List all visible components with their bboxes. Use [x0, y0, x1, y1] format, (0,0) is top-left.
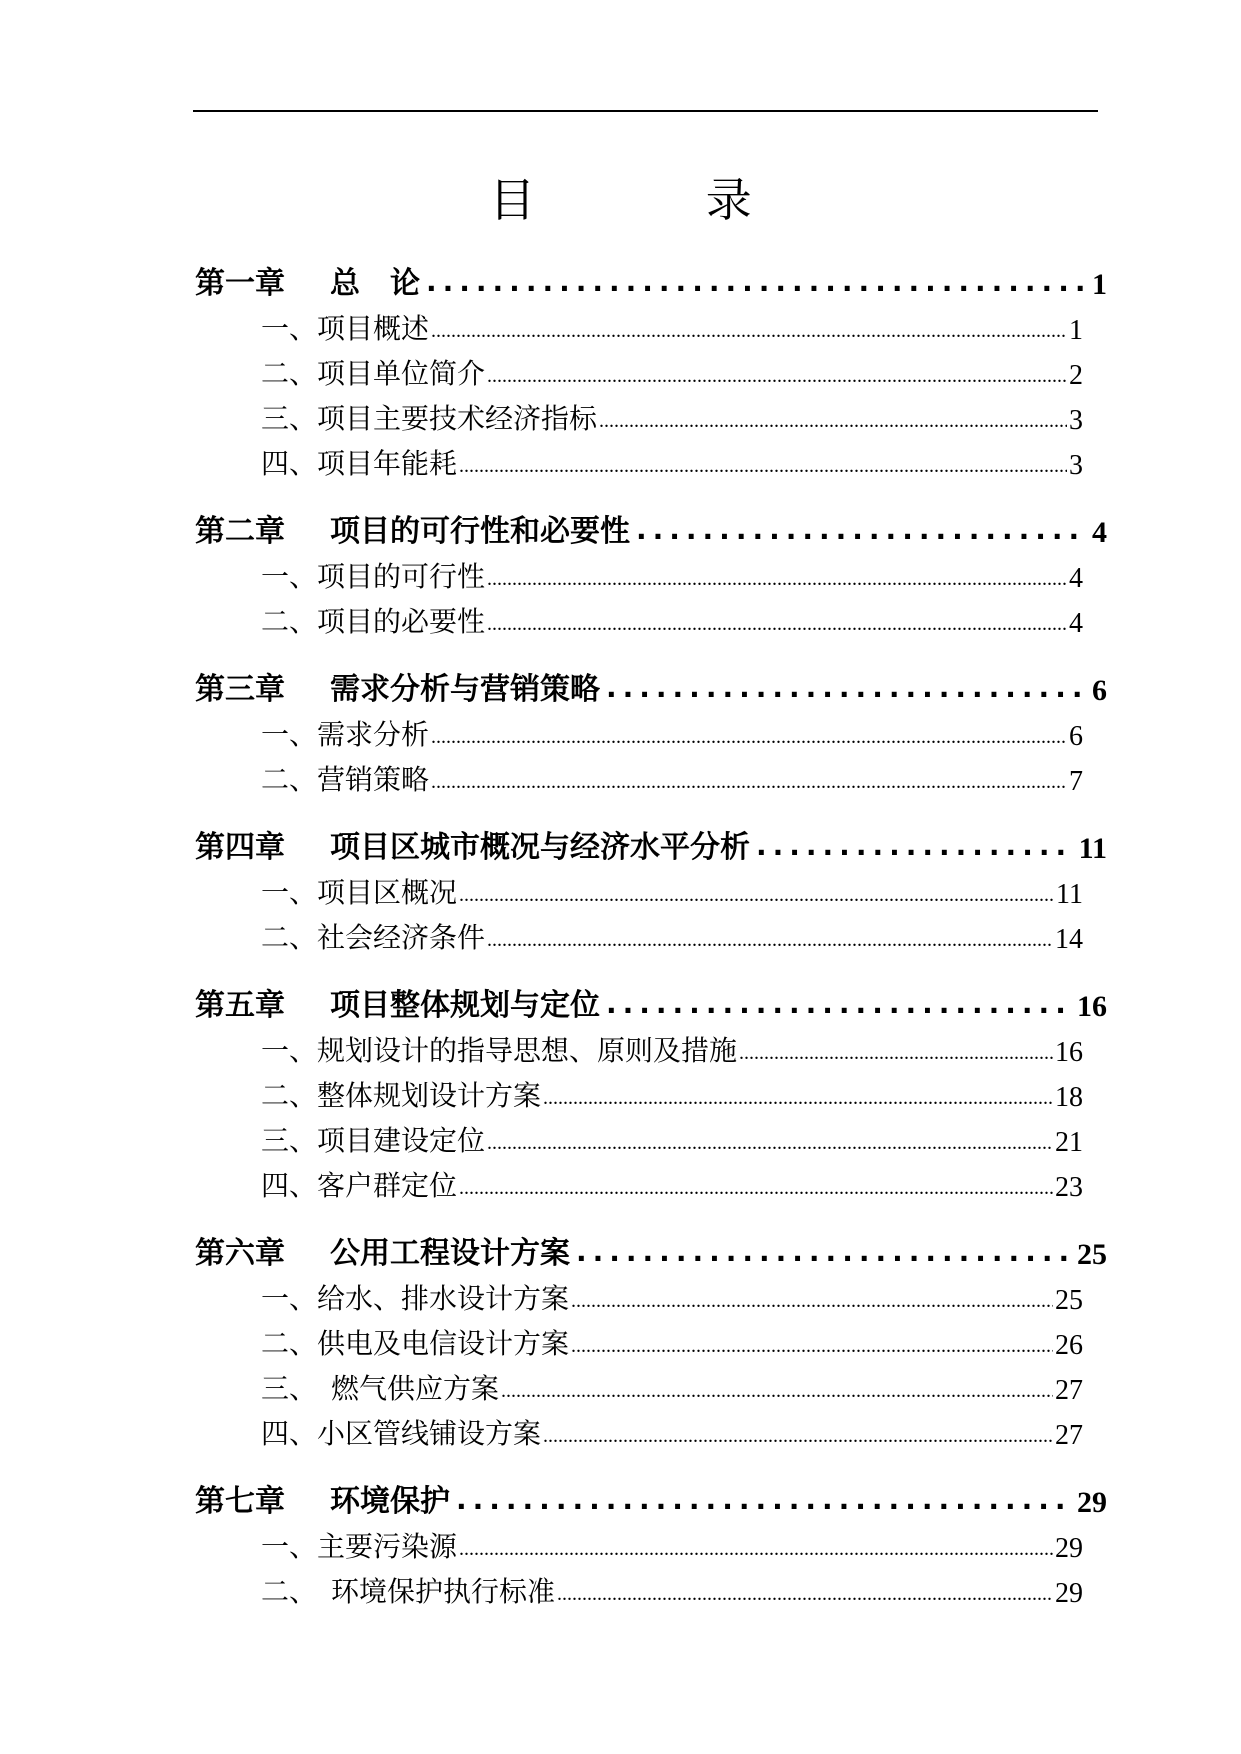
page-number: 21 [1055, 1127, 1083, 1158]
chapter-title: 项目区城市概况与经济水平分析 [330, 830, 750, 865]
page-number: 18 [1055, 1082, 1083, 1113]
toc-section[interactable] [195, 1069, 1107, 1114]
toc-section[interactable] [195, 753, 1107, 798]
page-number: 4 [1069, 608, 1083, 639]
page-number: 4 [1092, 516, 1107, 549]
page-number: 25 [1077, 1238, 1107, 1271]
section-title: 一、项目的可行性 [261, 560, 486, 593]
dot-leader [459, 1539, 1053, 1559]
dot-leader [431, 321, 1067, 341]
dot-leader [487, 366, 1067, 386]
page-number: 11 [1056, 879, 1083, 910]
toc-section[interactable] [195, 302, 1107, 347]
dot-leader [739, 1043, 1053, 1063]
section-title: 一、项目概述 [261, 312, 430, 345]
chapter-number: 第六章 [195, 1236, 285, 1271]
toc-section[interactable] [195, 550, 1107, 595]
page-number: 25 [1055, 1285, 1083, 1316]
section-title: 四、项目年能耗 [261, 447, 458, 480]
dot-leader [459, 885, 1054, 905]
dot-leader [487, 614, 1067, 634]
toc-section[interactable] [195, 437, 1107, 482]
dot-leader [543, 1088, 1053, 1108]
page-number: 27 [1055, 1375, 1083, 1406]
section-title: 一、给水、排水设计方案 [261, 1282, 570, 1315]
dot-leader [431, 727, 1067, 747]
toc-chapter[interactable] [195, 1220, 1107, 1272]
section-title: 二、营销策略 [261, 763, 430, 796]
page-number: 29 [1055, 1533, 1083, 1564]
dot-leader [756, 832, 1075, 860]
dot-leader [487, 569, 1067, 589]
toc-section[interactable] [195, 1024, 1107, 1069]
section-title: 三、项目主要技术经济指标 [261, 402, 598, 435]
page-number: 27 [1055, 1420, 1083, 1451]
dot-leader [571, 1336, 1053, 1356]
section-title: 一、规划设计的指导思想、原则及措施 [261, 1034, 738, 1067]
dot-leader [576, 1238, 1073, 1266]
page-number: 11 [1078, 832, 1107, 865]
toc-chapter[interactable] [195, 250, 1107, 302]
page-number: 6 [1069, 721, 1083, 752]
toc-chapter[interactable] [195, 498, 1107, 550]
section-title: 四、小区管线铺设方案 [261, 1417, 542, 1450]
page-number: 29 [1055, 1578, 1083, 1609]
page-number: 3 [1069, 450, 1083, 481]
dot-leader [456, 1486, 1073, 1514]
page-number: 23 [1055, 1172, 1083, 1203]
toc-chapter[interactable] [195, 1468, 1107, 1520]
dot-leader [636, 516, 1088, 544]
section-title: 四、客户群定位 [261, 1169, 458, 1202]
chapter-title: 项目整体规划与定位 [330, 988, 600, 1023]
dot-leader [487, 1133, 1053, 1153]
section-title: 二、项目的必要性 [261, 605, 486, 638]
toc-section[interactable] [195, 1520, 1107, 1565]
chapter-number: 第四章 [195, 830, 285, 865]
header-rule [193, 110, 1098, 112]
toc-section[interactable] [195, 1362, 1107, 1407]
toc-section[interactable] [195, 595, 1107, 640]
page-number: 3 [1069, 405, 1083, 436]
chapter-title: 环境保护 [330, 1484, 450, 1519]
section-title: 二、项目单位简介 [261, 357, 486, 390]
dot-leader [431, 772, 1067, 792]
section-title: 一、主要污染源 [261, 1530, 458, 1563]
toc-chapter[interactable] [195, 814, 1107, 866]
toc-section[interactable] [195, 392, 1107, 437]
toc-section[interactable] [195, 1159, 1107, 1204]
page-number: 1 [1069, 315, 1083, 346]
page-title: 目 录 [489, 173, 830, 227]
section-title: 三、项目建设定位 [261, 1124, 486, 1157]
page-number: 6 [1092, 674, 1107, 707]
section-title: 二、整体规划设计方案 [261, 1079, 542, 1112]
page-number: 4 [1069, 563, 1083, 594]
page-number: 16 [1077, 990, 1107, 1023]
page-number: 2 [1069, 360, 1083, 391]
chapter-title: 公用工程设计方案 [330, 1236, 570, 1271]
dot-leader [606, 674, 1088, 702]
chapter-number: 第一章 [195, 266, 285, 301]
dot-leader [571, 1291, 1053, 1311]
dot-leader [426, 268, 1088, 296]
dot-leader [543, 1426, 1053, 1446]
table-of-contents [195, 250, 1107, 1610]
section-title: 二、社会经济条件 [261, 921, 486, 954]
dot-leader [487, 930, 1053, 950]
page-number: 14 [1055, 924, 1083, 955]
chapter-number: 第七章 [195, 1484, 285, 1519]
section-title: 二、 环境保护执行标准 [261, 1575, 556, 1608]
chapter-number: 第三章 [195, 672, 285, 707]
chapter-title: 总 论 [330, 266, 420, 301]
dot-leader [459, 456, 1067, 476]
toc-section[interactable] [195, 1565, 1107, 1610]
toc-chapter[interactable] [195, 656, 1107, 708]
toc-section[interactable] [195, 1114, 1107, 1159]
toc-section[interactable] [195, 708, 1107, 753]
section-title: 一、项目区概况 [261, 876, 458, 909]
section-title: 二、供电及电信设计方案 [261, 1327, 570, 1360]
toc-section[interactable] [195, 1272, 1107, 1317]
dot-leader [459, 1178, 1053, 1198]
dot-leader [599, 411, 1067, 431]
page-number: 26 [1055, 1330, 1083, 1361]
page-number: 16 [1055, 1037, 1083, 1068]
toc-section[interactable] [195, 1407, 1107, 1452]
chapter-title: 需求分析与营销策略 [330, 672, 600, 707]
page-number: 7 [1069, 766, 1083, 797]
toc-section[interactable] [195, 1317, 1107, 1362]
page-number: 1 [1092, 268, 1107, 301]
toc-section[interactable] [195, 866, 1107, 911]
section-title: 一、需求分析 [261, 718, 430, 751]
chapter-title: 项目的可行性和必要性 [330, 514, 630, 549]
toc-chapter[interactable] [195, 972, 1107, 1024]
toc-section[interactable] [195, 911, 1107, 956]
section-title: 三、 燃气供应方案 [261, 1372, 500, 1405]
dot-leader [606, 990, 1073, 1018]
chapter-number: 第五章 [195, 988, 285, 1023]
dot-leader [557, 1584, 1053, 1604]
toc-section[interactable] [195, 347, 1107, 392]
dot-leader [501, 1381, 1053, 1401]
chapter-number: 第二章 [195, 514, 285, 549]
page-number: 29 [1077, 1486, 1107, 1519]
